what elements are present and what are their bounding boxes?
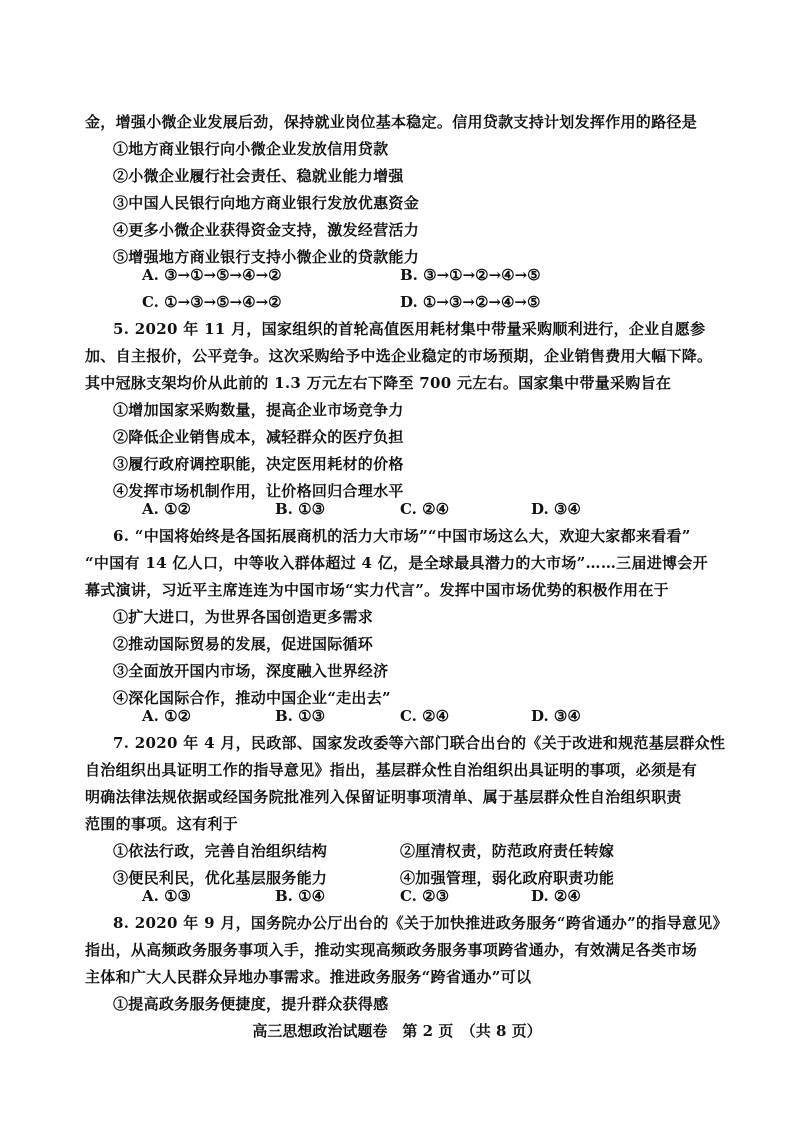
q7-option-b: B. ①④ <box>275 887 326 905</box>
q6-item-1: ①扩大进口，为世界各国创造更多需求 <box>113 608 374 626</box>
q5-item-1: ①增加国家采购数量，提高企业市场竞争力 <box>113 401 404 419</box>
q5-item-3: ③履行政府调控职能，决定医用耗材的价格 <box>113 455 404 473</box>
q8-item-1: ①提高政务服务便捷度，提升群众获得感 <box>113 995 389 1013</box>
q6-item-3: ③全面放开国内市场，深度融入世界经济 <box>113 662 389 680</box>
q7-stem-line-2: 自治组织出具证明工作的指导意见》指出，基层群众性自治组织出具证明的事项，必须是有 <box>85 761 698 779</box>
q6-stem-line-1: 6. “中国将始终是各国拓展商机的活力大市场”“中国市场这么大，欢迎大家都来看看” <box>113 527 691 545</box>
q6-stem-line-2: “中国有 14 亿人口，中等收入群体超过 4 亿，是全球最具潜力的大市场”……三届进博会开 <box>85 554 708 572</box>
q7-item-1: ①依法行政，完善自治组织结构 <box>113 842 328 860</box>
q6-option-b: B. ①③ <box>275 707 326 725</box>
q6-stem-line-3: 幕式演讲，习近平主席连连为中国市场“实力代言”。发挥中国市场优势的积极作用在于 <box>85 581 669 599</box>
q4-option-b: B. ③→①→②→④→⑤ <box>400 266 541 284</box>
q5-option-b: B. ①③ <box>275 500 326 518</box>
q7-option-c: C. ②③ <box>400 887 450 905</box>
q5-item-4: ④发挥市场机制作用，让价格回归合理水平 <box>113 482 404 500</box>
q6-option-a: A. ①② <box>142 707 191 725</box>
q8-stem-line-1: 8. 2020 年 9 月，国务院办公厅出台的《关于加快推进政务服务“跨省通办”的指导意见》 <box>113 914 728 932</box>
q5-stem-line-1: 5. 2020 年 11 月，国家组织的首轮高值医用耗材集中带量采购顺利进行，企业自愿参 <box>113 320 706 338</box>
q4-option-d: D. ①→③→②→④→⑤ <box>400 293 541 311</box>
q8-stem-line-3: 主体和广大人民群众异地办事需求。推进政务服务“跨省通办”可以 <box>85 968 532 986</box>
q4-option-c: C. ①→③→⑤→④→② <box>142 293 282 311</box>
q6-option-d: D. ③④ <box>531 707 581 725</box>
q5-option-d: D. ③④ <box>531 500 581 518</box>
q4-option-a: A. ③→①→⑤→④→② <box>142 266 282 284</box>
q5-option-c: C. ②④ <box>400 500 450 518</box>
q5-stem-line-2: 加、自主报价，公平竞争。这次采购给予中选企业稳定的市场预期，企业销售费用大幅下降。 <box>85 347 713 365</box>
q7-item-4: ④加强管理，弱化政府职责功能 <box>400 869 615 887</box>
q7-stem-line-3: 明确法律法规依据或经国务院批准列入保留证明事项清单、属于基层群众性自治组织职责 <box>85 788 682 806</box>
q5-option-a: A. ①② <box>142 500 191 518</box>
q4-item-2: ②小微企业履行社会责任、稳就业能力增强 <box>113 167 404 185</box>
q4-item-4: ④更多小微企业获得资金支持，激发经营活力 <box>113 221 420 239</box>
page-footer: 高三思想政治试题卷 第 2 页 （共 8 页） <box>252 1022 542 1040</box>
q4-stem-line: 金，增强小微企业发展后劲，保持就业岗位基本稳定。信用贷款支持计划发挥作用的路径是 <box>85 113 698 131</box>
q4-item-3: ③中国人民银行向地方商业银行发放优惠资金 <box>113 194 420 212</box>
q7-stem-line-4: 范围的事项。这有利于 <box>85 815 239 833</box>
q4-item-5: ⑤增强地方商业银行支持小微企业的贷款能力 <box>113 248 420 266</box>
q8-stem-line-2: 指出，从高频政务服务事项入手，推动实现高频政务服务事项跨省通办，有效满足各类市场 <box>85 941 698 959</box>
q7-option-d: D. ②④ <box>531 887 581 905</box>
q6-item-4: ④深化国际合作，推动中国企业“走出去” <box>113 689 391 707</box>
q7-stem-line-1: 7. 2020 年 4 月，民政部、国家发改委等六部门联合出台的《关于改进和规范基层群众性 <box>113 734 726 752</box>
q7-item-3: ③便民利民，优化基层服务能力 <box>113 869 328 887</box>
q6-item-2: ②推动国际贸易的发展，促进国际循环 <box>113 635 374 653</box>
q6-option-c: C. ②④ <box>400 707 450 725</box>
q7-item-2: ②厘清权责，防范政府责任转嫁 <box>400 842 615 860</box>
q5-item-2: ②降低企业销售成本，减轻群众的医疗负担 <box>113 428 404 446</box>
q7-option-a: A. ①③ <box>142 887 191 905</box>
q5-stem-line-3: 其中冠脉支架均价从此前的 1.3 万元左右下降至 700 元左右。国家集中带量采购旨在 <box>85 374 672 392</box>
q4-item-1: ①地方商业银行向小微企业发放信用贷款 <box>113 140 389 158</box>
